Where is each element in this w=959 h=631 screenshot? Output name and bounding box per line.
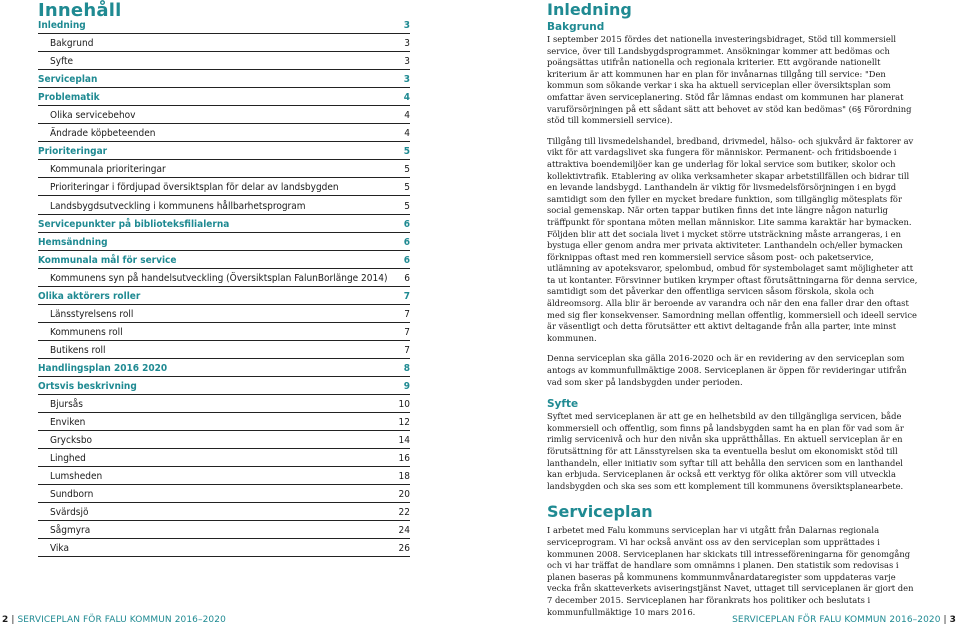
toc-entry-label: Syfte <box>50 56 74 68</box>
subheading-syfte: Syfte <box>547 398 579 411</box>
toc-entry-label: Länsstyrelsens roll <box>50 308 134 320</box>
toc-entry-page: 7 <box>403 290 410 302</box>
footer-right <box>732 615 956 625</box>
toc-entry-label: Prioriteringar i fördjupad översiktsplan för delar av landsbygden <box>50 182 339 194</box>
toc-entry[interactable] <box>38 144 410 160</box>
toc-entry[interactable] <box>38 72 410 88</box>
toc-entry-label: Prioriteringar <box>38 146 108 158</box>
page-number-right: 3 <box>949 615 956 625</box>
toc-entry-label: Kommunens syn på handelsutveckling (Översiktsplan FalunBorlänge 2014) <box>50 272 388 284</box>
toc-entry-label: Lumsheden <box>50 471 103 483</box>
toc-entry[interactable] <box>38 469 410 485</box>
toc-entry[interactable] <box>38 36 410 52</box>
toc-entry-page: 6 <box>403 236 410 248</box>
toc-entry[interactable] <box>38 541 410 557</box>
toc-entry-label: Bakgrund <box>50 38 94 50</box>
toc-entry-page: 10 <box>398 399 410 411</box>
page-number-left: 2 <box>2 615 9 625</box>
toc-entry-page: 16 <box>398 453 410 465</box>
toc-entry[interactable] <box>38 54 410 70</box>
paragraph-syfte: Syftet med serviceplanen är att ge en helhetsbild av den tillgängliga servicen, både kommersiell och offentlig, som finns på landsbygden samt ha en plan för vad som är rimlig servicenivå och hur den nivån ska upprätthållas. En aktuell serviceplan är en förutsättning för att Länsstyrelsen ska ta eventuella beslut om ekonomiskt stöd till lanthandeln, eller initiativ som syftar till att behålla den servicen som en lanthandel kan erbjuda. Serviceplanen är också ett verktyg för olika aktörer som vill utveckla landsbygden och ska ses som ett komplement till kommunens översiktsplanearbete. <box>547 411 904 491</box>
toc-entry[interactable] <box>38 325 410 341</box>
footer-left <box>2 615 226 625</box>
toc-entry-label: Enviken <box>50 417 86 429</box>
paragraph-serviceplan: I arbetet med Falu kommuns serviceplan har vi utgått från Dalarnas regionala serviceprogram. Vi har också använt oss av den serviceplan som upprättades i kommunen 2008. Serviceplanen har skickats till intresseföreningarna för genomgång och vi har träffat de handlare som omnämns i planen. Den statistik som redovisas i planen baseras på kommunens kommunmvånardataregister som uppdateras varje vecka från skatteverkets aviseringstjänst Navet, uttaget till serviceplanen är gjort den 7 december 2015. Serviceplanen har förankrats hos politiker och beslutats i kommunfullmäktige 10 mars 2016. <box>547 525 914 617</box>
toc-entry-page: 3 <box>403 74 410 86</box>
toc-entry-page: 6 <box>403 218 410 230</box>
toc-entry[interactable] <box>38 343 410 359</box>
toc-entry[interactable] <box>38 361 410 377</box>
toc-entry-label: Linghed <box>50 453 86 465</box>
section-heading-inledning: Inledning <box>547 0 632 19</box>
toc-entry-label: Kommunala mål för service <box>38 254 177 266</box>
toc-entry[interactable] <box>38 487 410 503</box>
toc-entry-label: Serviceplan <box>38 74 98 86</box>
toc-entry-label: Olika servicebehov <box>50 110 136 122</box>
toc-entry-label: Bjursås <box>50 399 83 411</box>
toc-entry-label: Problematik <box>38 92 100 104</box>
toc-entry-page: 3 <box>404 56 410 68</box>
toc-entry-page: 4 <box>403 92 410 104</box>
toc-entry-label: Kommunala prioriteringar <box>50 164 166 176</box>
toc-entry[interactable] <box>38 90 410 106</box>
toc-entry-page: 7 <box>404 308 410 320</box>
toc-entry-page: 7 <box>404 344 410 356</box>
toc-entry[interactable] <box>38 505 410 521</box>
toc-entry[interactable] <box>38 199 410 215</box>
toc-entry-page: 5 <box>404 200 410 212</box>
paragraph-bakgrund-2: Tillgång till livsmedelshandel, bredband, drivmedel, hälso- och sjukvård är faktorer av vikt för att vardagslivet ska fungera för människor. Permanent- och fritidsboende i attraktiva boendemiljöer kan ge underlag för lokal service som butiker, skolor och kollektivtrafik. Etablering av olika verksamheter skapar arbetstillfällen och bidrar till en levande landsbygd. Lanthandeln är viktig för livsmedelsförsörjningen i en bygd samtidigt som den fyller en mycket bredare funktion, som tillgänglig mötesplats för social gemenskap. När orten tappar butiken finns det inte längre någon naturlig träffpunkt för spontana möten mellan människor. Lite samma karaktär har bymacken. Följden blir att det sociala livet i mycket större utsträckning måste arrangeras, i en bystuga eller genom andra mer privata aktiviteter. Lanthandeln och/eller bymacken förknippas oftast med ren kommersiell service såsom post- och paketservice, utlämning av apoteksvaror, spelombud, ombud för systembolaget samt möjligheter att ta ut kontanter. Försvinner butiken krymper oftast förutsättningarna för denna service, samtidigt som det påverkar den offentliga servicen såsom förskola, skola och äldreomsorg. Alla blir är beroende av varandra och när den ena faller drar den oftast med sig fler konsekvenser. Samordning mellan offentlig, kommersiell och ideell service är väsentligt och detta förutsätter ett aktivt deltagande från alla parter, inte minst kommunen. <box>547 135 918 343</box>
toc-entry[interactable] <box>38 108 410 124</box>
toc-entry[interactable] <box>38 415 410 431</box>
toc-entry[interactable] <box>38 162 410 178</box>
toc-entry-page: 3 <box>404 38 410 50</box>
toc-entry[interactable] <box>38 379 410 395</box>
toc-entry-page: 22 <box>398 507 410 519</box>
toc-entry[interactable] <box>38 126 410 142</box>
toc-entry-label: Servicepunkter på biblioteksfilialerna <box>38 218 230 230</box>
toc-entry[interactable] <box>38 18 410 34</box>
toc-entry-page: 6 <box>403 254 410 266</box>
toc-entry-page: 6 <box>404 272 410 284</box>
toc-entry-label: Grycksbo <box>50 435 93 447</box>
footer-title-right: SERVICEPLAN FÖR FALU KOMMUN 2016–2020 <box>732 615 941 625</box>
toc-entry[interactable] <box>38 235 410 251</box>
toc-entry[interactable] <box>38 271 410 287</box>
toc-entry-label: Landsbygdsutveckling i kommunens hållbarhetsprogram <box>50 200 306 212</box>
toc-entry-page: 7 <box>404 326 410 338</box>
toc-entry-label: Ändrade köpbeteenden <box>50 128 156 140</box>
toc-entry-label: Ortsvis beskrivning <box>38 381 137 392</box>
toc-entry[interactable] <box>38 397 410 413</box>
toc-entry-label: Svärdsjö <box>50 507 89 519</box>
toc-entry-label: Kommunens roll <box>50 326 123 338</box>
subheading-bakgrund: Bakgrund <box>547 21 605 33</box>
toc-entry-page: 24 <box>398 525 410 537</box>
toc-entry-page: 26 <box>398 543 410 555</box>
paragraph-bakgrund-3: Denna serviceplan ska gälla 2016-2020 och är en revidering av den serviceplan som antogs av kommunfullmäktige 2008. Serviceplanen är öppen för revideringar utifrån vad som sker på landsbygden under perioden. <box>547 353 907 387</box>
toc-entry-label: Hemsändning <box>38 236 108 248</box>
toc-entry[interactable] <box>38 217 410 233</box>
toc-entry-page: 9 <box>403 381 410 392</box>
section-heading-serviceplan: Serviceplan <box>547 502 653 522</box>
toc-entry-label: Olika aktörers roller <box>38 290 141 302</box>
toc-entry-page: 14 <box>398 435 410 447</box>
toc-entry-label: Handlingsplan 2016 2020 <box>38 362 168 374</box>
toc-entry-page: 18 <box>398 471 410 483</box>
toc-entry-page: 4 <box>404 128 410 140</box>
toc-entry-page: 12 <box>398 417 410 429</box>
footer-separator-right: | <box>943 615 947 625</box>
toc-entry[interactable] <box>38 289 410 305</box>
toc-entry[interactable] <box>38 253 410 269</box>
footer-title-left: SERVICEPLAN FÖR FALU KOMMUN 2016–2020 <box>17 615 226 625</box>
toc-entry[interactable] <box>38 180 410 196</box>
toc-entry[interactable] <box>38 307 410 323</box>
toc-entry-label: Vika <box>50 543 69 555</box>
toc-entry-page: 4 <box>404 110 410 122</box>
main-content <box>547 0 919 627</box>
toc-entry-page: 8 <box>403 362 410 374</box>
toc-entry-page: 5 <box>404 182 410 194</box>
toc-entry-label: Butikens roll <box>50 344 106 356</box>
toc-entry-page: 5 <box>403 146 410 158</box>
toc-entry-page: 20 <box>398 489 410 501</box>
toc-title: Innehåll <box>38 0 122 21</box>
toc-entry-page: 5 <box>404 164 410 176</box>
toc-entry-page: 3 <box>403 20 410 31</box>
toc-entry-label: Sågmyra <box>50 525 91 537</box>
toc-entry[interactable] <box>38 451 410 467</box>
footer-separator-left: | <box>11 615 15 625</box>
paragraph-bakgrund-1: I september 2015 fördes det nationella investeringsbidraget, Stöd till kommersiell service, över till Landsbygdsprogrammet. Ansökningar kommer att bedömas och poängsättas utifrån nationella och regionala kriterier. Ett avgörande nationellt kriterium är att kommunen har en plan för invånarnas tillgång till service: "Den kommun som sökande verkar i ska ha aktuell serviceplan eller översiktsplan som omfattar även serviceplanering. Stöd får lämnas endast om kommunen har planerat varuförsörjningen på ett sådant sätt att behovet av stöd kan bedömas" (6§ Förordning stöd till kommersiell service). <box>547 34 912 126</box>
toc-entry-label: Inledning <box>38 20 86 31</box>
toc-entry-label: Sundborn <box>50 489 94 501</box>
toc-entry[interactable] <box>38 433 410 449</box>
toc-entry[interactable] <box>38 523 410 539</box>
